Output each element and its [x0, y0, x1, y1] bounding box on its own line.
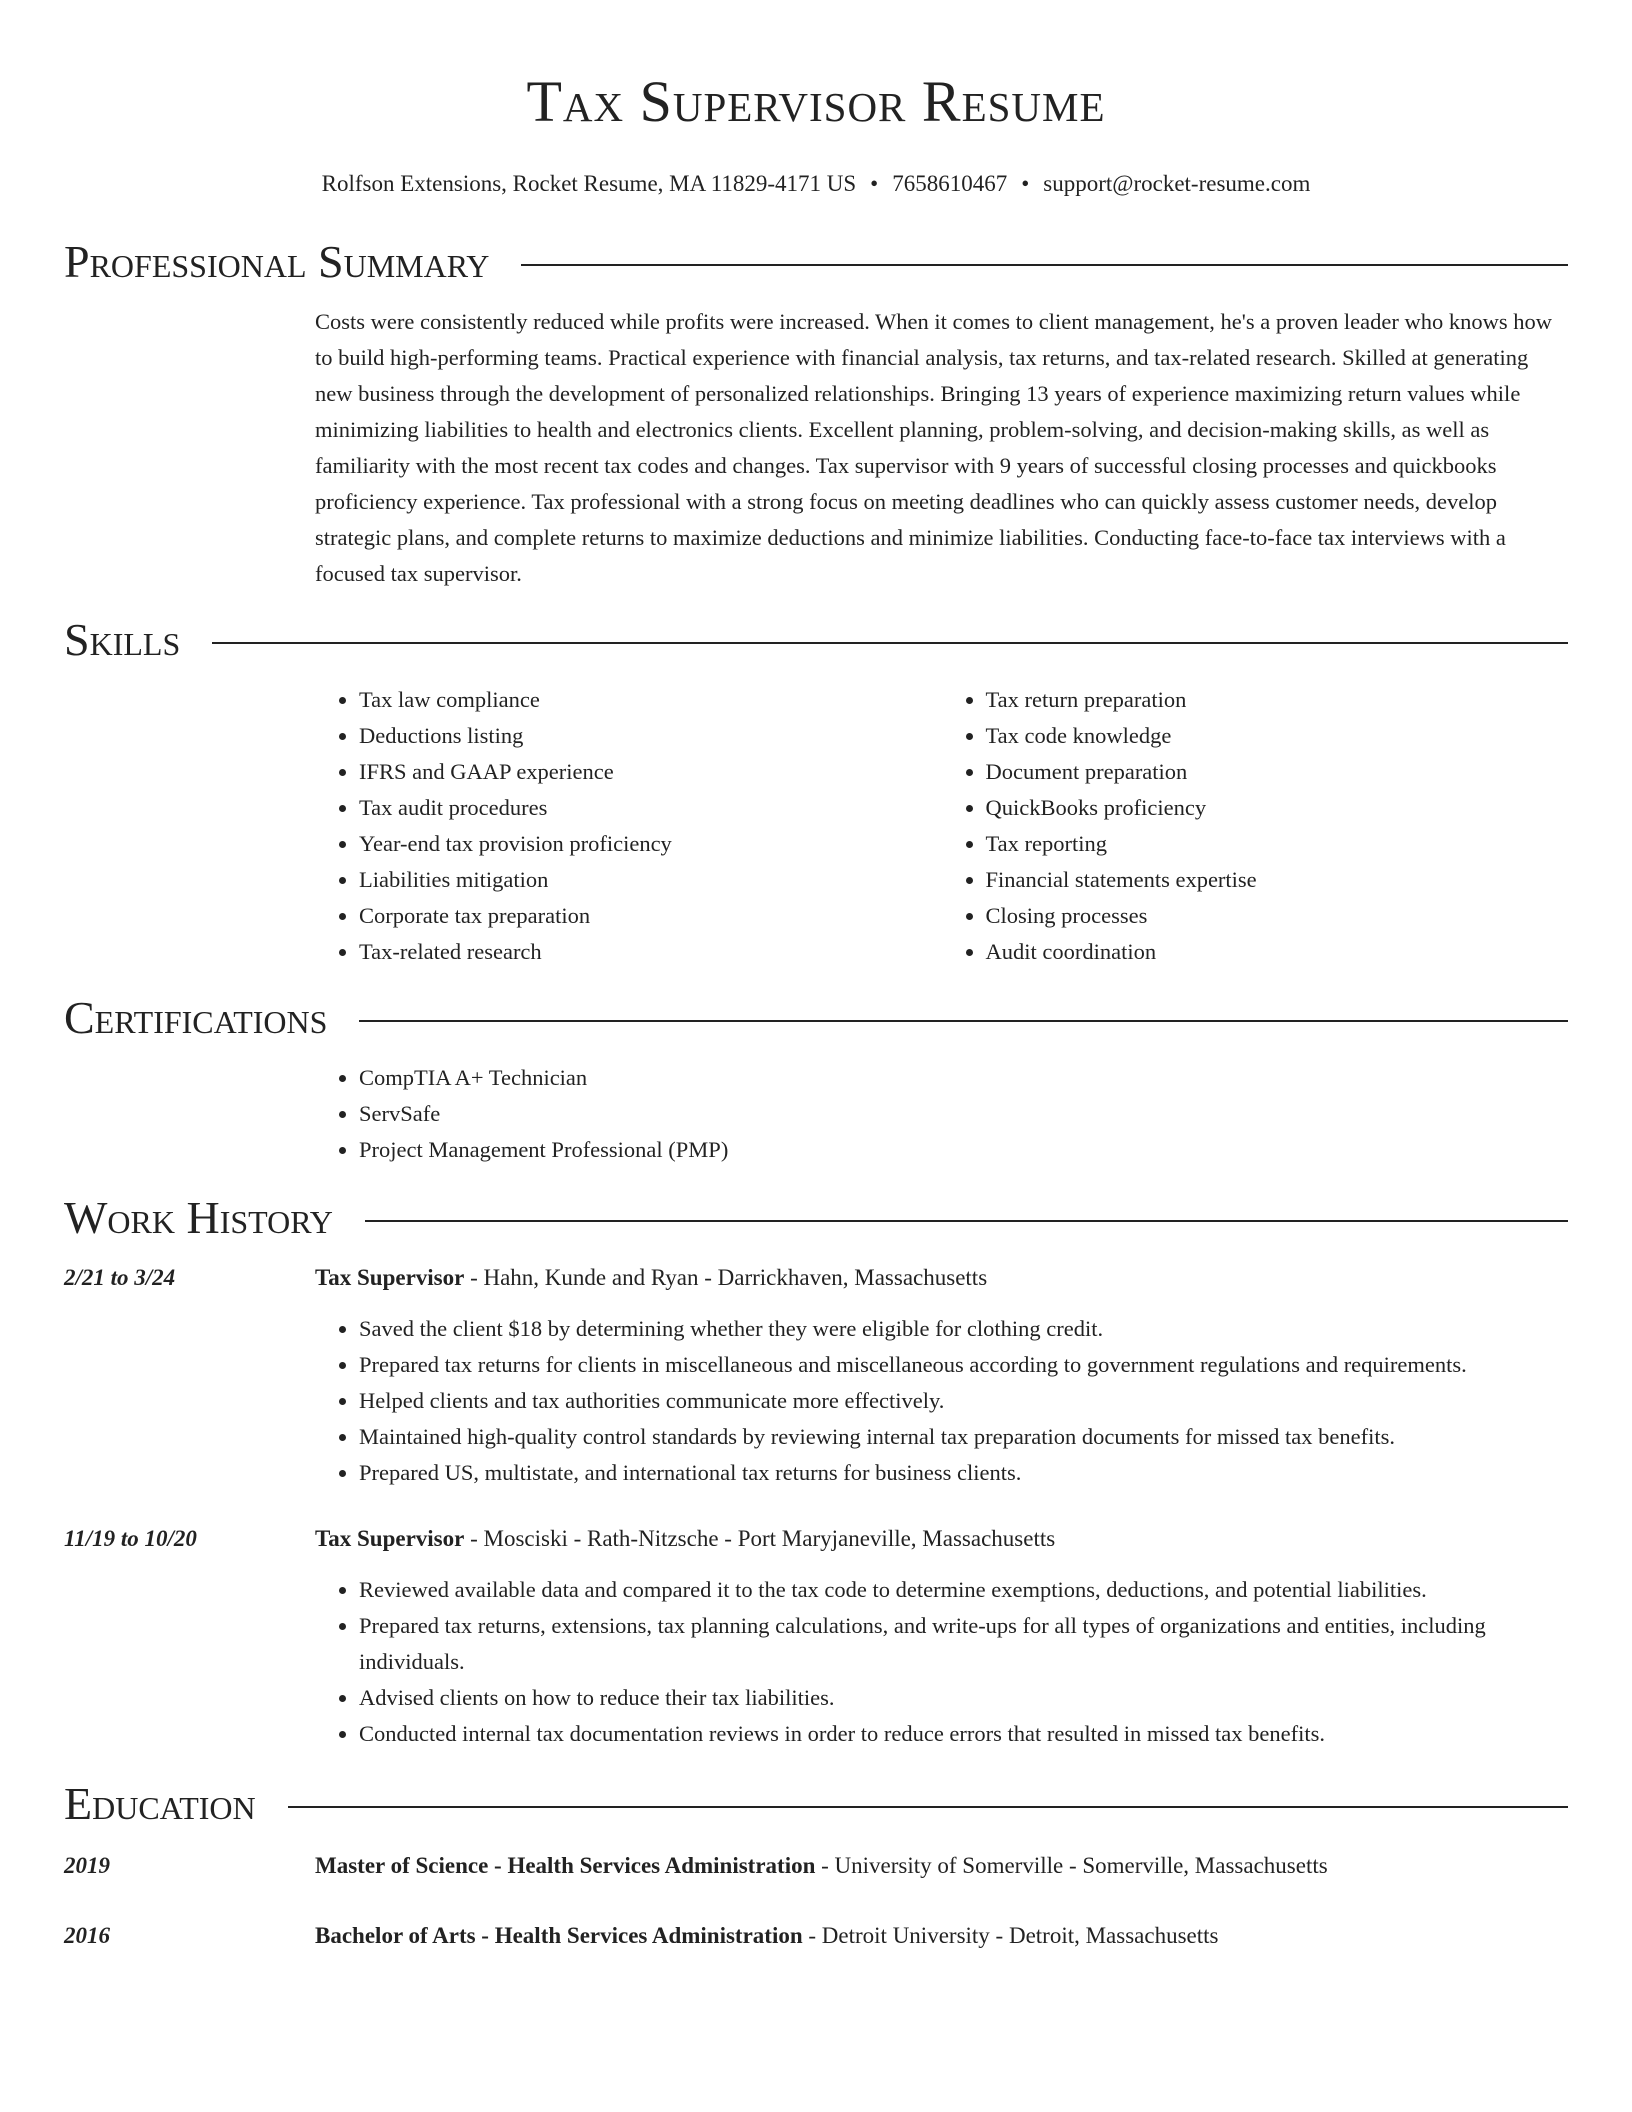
section-title-work-history: Work History — [64, 1192, 333, 1243]
section-divider — [212, 642, 1568, 644]
skill-item: • Tax law compliance — [359, 682, 942, 718]
skill-item: • Year-end tax provision proficiency — [359, 826, 942, 862]
section-header-skills — [64, 610, 1568, 670]
job-entry — [64, 1521, 1568, 1752]
job-duties — [315, 1572, 1568, 1752]
job-duty-item: • Saved the client $18 by determining whether they were eligible for clothing credit. — [359, 1311, 1568, 1347]
job-headline — [315, 1260, 987, 1296]
job-duty-item: • Reviewed available data and compared it to the tax code to determine exemptions, deductions, and potential liabilities. — [359, 1572, 1568, 1608]
education-headline — [315, 1848, 1328, 1884]
section-divider — [359, 1020, 1568, 1022]
section-title-summary: Professional Summary — [64, 236, 490, 287]
job-duty-item: • Conducted internal tax documentation reviews in order to reduce errors that resulted in missed tax benefits. — [359, 1716, 1568, 1752]
skill-item: • Document preparation — [986, 754, 1569, 790]
skill-item: • Tax-related research — [359, 934, 942, 970]
certification-item: • CompTIA A+ Technician — [359, 1060, 1568, 1096]
job-dates: 11/19 to 10/20 — [64, 1526, 197, 1551]
skill-item: • QuickBooks proficiency — [986, 790, 1569, 826]
job-title: Tax Supervisor — [315, 1526, 465, 1551]
section-divider — [365, 1220, 1568, 1222]
section-header-education — [64, 1774, 1568, 1834]
skill-item: • Deductions listing — [359, 718, 942, 754]
job-employer: - Mosciski - Rath-Nitzsche - Port Maryjaneville, Massachusetts — [464, 1526, 1056, 1551]
skills-list — [315, 682, 1568, 970]
education-degree: Bachelor of Arts - Health Services Administration — [315, 1923, 803, 1948]
education-school: - University of Somerville - Somerville, Massachusetts — [815, 1853, 1328, 1878]
section-title-education: Education — [64, 1778, 256, 1829]
certification-item: • ServSafe — [359, 1096, 1568, 1132]
job-dates: 2/21 to 3/24 — [64, 1265, 176, 1290]
education-school: - Detroit University - Detroit, Massachusetts — [802, 1923, 1219, 1948]
section-title-certifications: Certifications — [64, 992, 328, 1043]
job-duty-item: • Advised clients on how to reduce their tax liabilities. — [359, 1680, 1568, 1716]
contact-separator: • — [870, 171, 879, 196]
skills-column-right — [942, 682, 1569, 970]
section-header-summary — [64, 232, 1568, 292]
education-degree: Master of Science - Health Services Administration — [315, 1853, 816, 1878]
skill-item: • Tax reporting — [986, 826, 1569, 862]
skill-item: • Tax audit procedures — [359, 790, 942, 826]
education-headline — [315, 1918, 1218, 1954]
section-title-skills: Skills — [64, 614, 181, 665]
job-header — [64, 1521, 1568, 1557]
job-duty-item: • Prepared US, multistate, and international tax returns for business clients. — [359, 1455, 1568, 1491]
section-divider — [288, 1806, 1568, 1808]
job-duty-item: • Prepared tax returns for clients in miscellaneous and miscellaneous according to government regulations and requirements. — [359, 1347, 1568, 1383]
summary-text: Costs were consistently reduced while profits were increased. When it comes to client management, he's a proven leader who knows how to build high-performing teams. Practical experience with financial analysis, tax returns, and tax-related research. Skilled at generating new business through the development of personalized relationships. Bringing 13 years of experience maximizing return values while minimizing liabilities to health and electronics clients. Excellent planning, problem-solving, and decision-making skills, as well as familiarity with the most recent tax codes and changes. Tax supervisor with 9 years of successful closing processes and quickbooks proficiency experience. Tax professional with a strong focus on meeting deadlines who can quickly assess customer needs, develop strategic plans, and complete returns to maximize deductions and minimize liabilities. Conducting face-to-face tax interviews with a focused tax supervisor. — [315, 309, 1553, 586]
certification-item: • Project Management Professional (PMP) — [359, 1132, 1568, 1168]
page-title: Tax Supervisor Resume — [526, 69, 1106, 134]
job-title: Tax Supervisor — [315, 1265, 465, 1290]
skills-column-left — [315, 682, 942, 970]
education-entry — [64, 1848, 1568, 1884]
contact-phone[interactable]: 7658610467 — [892, 171, 1008, 196]
contact-separator: • — [1021, 171, 1030, 196]
job-duty-item: • Helped clients and tax authorities communicate more effectively. — [359, 1383, 1568, 1419]
certifications-list — [315, 1060, 1568, 1168]
skill-item: • Closing processes — [986, 898, 1569, 934]
education-year: 2019 — [64, 1853, 110, 1878]
job-header — [64, 1260, 1568, 1296]
skill-item: • Liabilities mitigation — [359, 862, 942, 898]
contact-email[interactable]: support@rocket-resume.com — [1043, 171, 1311, 196]
job-duties — [315, 1311, 1568, 1491]
skill-item: • Audit coordination — [986, 934, 1569, 970]
skill-item: • Corporate tax preparation — [359, 898, 942, 934]
skill-item: • Financial statements expertise — [986, 862, 1569, 898]
education-entry — [64, 1918, 1568, 1954]
section-header-work-history — [64, 1188, 1568, 1248]
skill-item: • Tax return preparation — [986, 682, 1569, 718]
job-duty-item: • Prepared tax returns, extensions, tax planning calculations, and write-ups for all types of organizations and entities, including individuals. — [359, 1608, 1568, 1680]
section-header-certifications — [64, 988, 1568, 1048]
job-employer: - Hahn, Kunde and Ryan - Darrickhaven, Massachusetts — [464, 1265, 988, 1290]
contact-address: Rolfson Extensions, Rocket Resume, MA 11829-4171 US — [321, 171, 857, 196]
education-year: 2016 — [64, 1923, 110, 1948]
job-duty-item: • Maintained high-quality control standards by reviewing internal tax preparation documents for missed tax benefits. — [359, 1419, 1568, 1455]
skill-item: • Tax code knowledge — [986, 718, 1569, 754]
contact-line — [64, 170, 1568, 198]
job-entry — [64, 1260, 1568, 1491]
skill-item: • IFRS and GAAP experience — [359, 754, 942, 790]
job-headline — [315, 1521, 1055, 1557]
section-divider — [521, 264, 1568, 266]
